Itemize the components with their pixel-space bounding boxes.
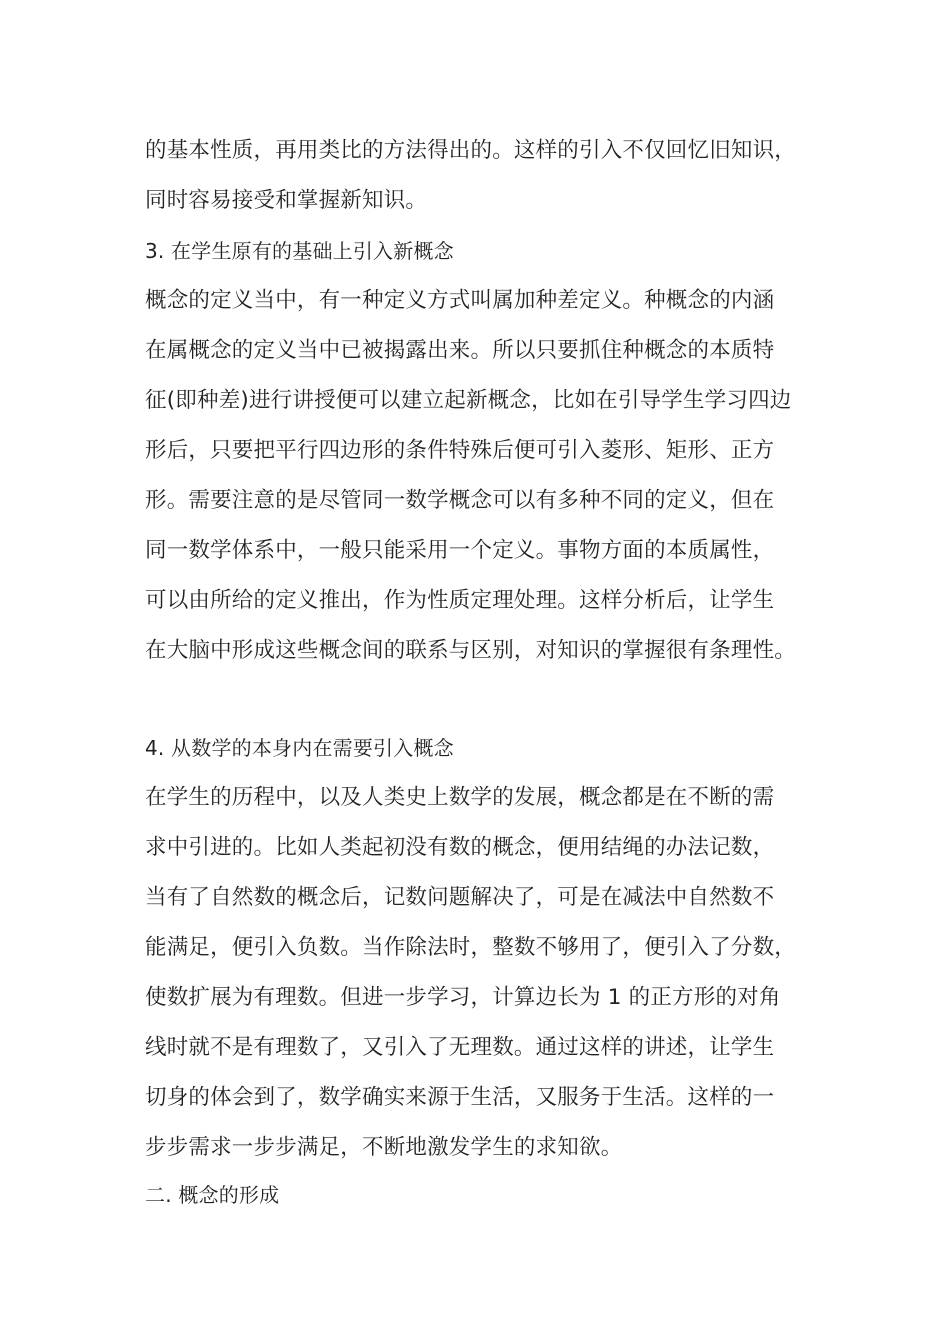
paragraph-line: 同时容易接受和掌握新知识。: [145, 188, 428, 213]
paragraph-line: 在属概念的定义当中已被揭露出来。所以只要抓住种概念的本质特: [145, 338, 775, 363]
section-heading: 二. 概念的形成: [145, 1183, 280, 1207]
paragraph-line: 当有了自然数的概念后，记数问题解决了，可是在减法中自然数不: [145, 885, 775, 910]
paragraph-line: 形后，只要把平行四边形的条件特殊后便可引入菱形、矩形、正方: [145, 438, 775, 463]
paragraph-line: 的基本性质，再用类比的方法得出的。这样的引入不仅回忆旧知识，: [145, 138, 797, 163]
paragraph-line: 步步需求一步步满足，不断地激发学生的求知欲。: [145, 1135, 623, 1160]
paragraph-line: 征(即种差)进行讲授便可以建立起新概念，比如在引导学生学习四边: [145, 388, 792, 413]
paragraph-line: 能满足，便引入负数。当作除法时，整数不够用了，便引入了分数，: [145, 935, 797, 960]
paragraph-line: 同一数学体系中，一般只能采用一个定义。事物方面的本质属性，: [145, 538, 775, 563]
paragraph-line: 形。需要注意的是尽管同一数学概念可以有多种不同的定义，但在: [145, 488, 775, 513]
paragraph-line: 概念的定义当中，有一种定义方式叫属加种差定义。种概念的内涵: [145, 288, 775, 313]
section-heading: 4. 从数学的本身内在需要引入概念: [145, 736, 454, 760]
section-heading: 3. 在学生原有的基础上引入新概念: [145, 239, 454, 263]
paragraph-line: 在学生的历程中，以及人类史上数学的发展，概念都是在不断的需: [145, 785, 775, 810]
paragraph-line: 求中引进的。比如人类起初没有数的概念，便用结绳的办法记数，: [145, 835, 775, 860]
paragraph-line: 切身的体会到了，数学确实来源于生活，又服务于生活。这样的一: [145, 1085, 775, 1110]
paragraph-line: 使数扩展为有理数。但进一步学习，计算边长为 1 的正方形的对角: [145, 985, 781, 1010]
paragraph-line: 线时就不是有理数了，又引入了无理数。通过这样的讲述，让学生: [145, 1035, 775, 1060]
paragraph-line: 在大脑中形成这些概念间的联系与区别，对知识的掌握很有条理性。: [145, 638, 797, 663]
paragraph-line: 可以由所给的定义推出，作为性质定理处理。这样分析后，让学生: [145, 588, 775, 613]
